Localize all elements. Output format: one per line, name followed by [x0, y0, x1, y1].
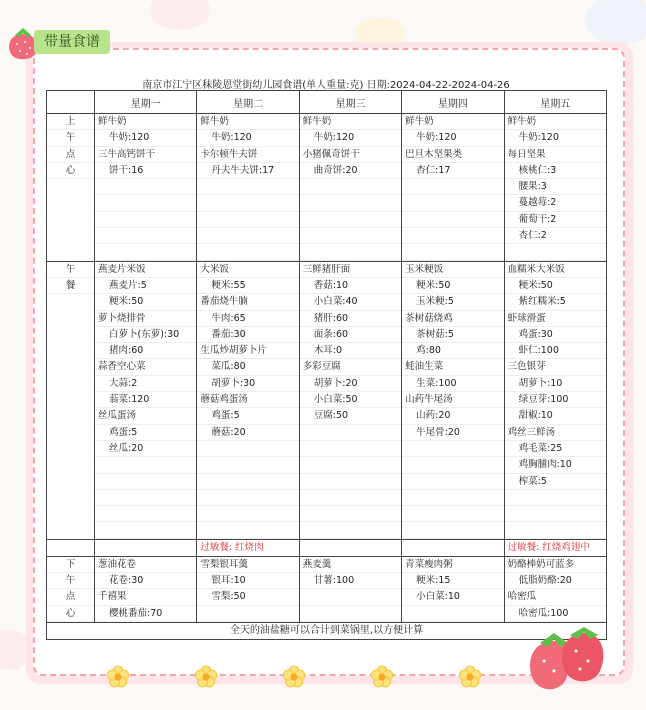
ingredient-line: 番茄:30	[197, 327, 298, 343]
dish-name: 萝卜烧排骨	[95, 311, 196, 327]
dish-name: 多彩豆腐	[300, 359, 401, 375]
blank-line	[402, 195, 503, 211]
dish-name: 鲜牛奶	[197, 114, 298, 130]
dish-name: 奶酪棒奶可蓝多	[505, 557, 606, 573]
bg-blob	[585, 0, 646, 45]
day-header: 星期四	[402, 91, 504, 114]
ingredient-line: 花卷:30	[95, 573, 196, 589]
blank-line	[197, 474, 298, 490]
ingredient-line: 大蒜:2	[95, 376, 196, 392]
flower-icon	[459, 666, 480, 687]
dish-name: 三鲜猪肝面	[300, 262, 401, 278]
dish-name: 番茄烧牛腩	[197, 294, 298, 310]
dish-name: 卡尔顿牛夫饼	[197, 147, 298, 163]
menu-header: 南京市江宁区秣陵恩堂街幼儿园食谱(单人重量:克) 日期:2024-04-22-2024-04-26	[142, 80, 510, 91]
blank-line	[197, 457, 298, 473]
allergy-note: 过敏餐: 红烧肉	[197, 539, 299, 556]
menu-cell	[402, 556, 504, 622]
ingredient-line: 银耳:10	[197, 573, 298, 589]
ingredient-line: 山药:20	[402, 408, 503, 424]
dish-name: 鸡丝三鲜汤	[505, 425, 606, 441]
ingredient-line: 鸡:80	[402, 343, 503, 359]
blank-line	[402, 179, 503, 195]
dish-name: 三色银芽	[505, 359, 606, 375]
ingredient-line: 饼干:16	[95, 163, 196, 179]
dish-name: 鲜牛奶	[505, 114, 606, 130]
blank-line	[95, 506, 196, 522]
blank-line	[402, 606, 503, 622]
flower-decoration	[0, 662, 646, 692]
blank-line	[197, 506, 298, 522]
ingredient-line: 绿豆芽:100	[505, 392, 606, 408]
dish-name: 鲜牛奶	[300, 114, 401, 130]
dish-name: 大米饭	[197, 262, 298, 278]
menu-cell	[95, 261, 197, 539]
ingredient-line: 曲奇饼:20	[300, 163, 401, 179]
ingredient-line: 面条:60	[300, 327, 401, 343]
menu-cell	[197, 114, 299, 262]
dish-name: 雪梨银耳羹	[197, 557, 298, 573]
menu-cell	[504, 114, 606, 262]
day-header: 星期一	[95, 91, 197, 114]
blank-line	[197, 490, 298, 506]
blank-line	[505, 490, 606, 506]
dish-name: 千禧果	[95, 589, 196, 605]
allergy-note: 过敏餐: 红烧鸡翅中	[504, 539, 606, 556]
ingredient-line: 生菜:100	[402, 376, 503, 392]
menu-cell	[95, 556, 197, 622]
ingredient-line: 腰果:3	[505, 179, 606, 195]
blank-line	[505, 506, 606, 522]
blank-line	[402, 244, 503, 260]
allergy-note	[299, 539, 401, 556]
ingredient-line: 蔓越莓:2	[505, 195, 606, 211]
blank-line	[197, 522, 298, 538]
ingredient-line: 鸡胸脯肉:10	[505, 457, 606, 473]
section-label	[47, 556, 95, 622]
dish-name: 每日坚果	[505, 147, 606, 163]
ingredient-line: 牛奶:120	[402, 130, 503, 146]
ingredient-line: 牛奶:120	[95, 130, 196, 146]
blank-line	[300, 506, 401, 522]
allergy-note	[402, 539, 504, 556]
ingredient-line: 小白菜:50	[300, 392, 401, 408]
ingredient-line: 鸡毛菜:25	[505, 441, 606, 457]
blank-line	[300, 195, 401, 211]
blank-line	[402, 474, 503, 490]
menu-cell	[402, 114, 504, 262]
ingredient-line: 粳米:15	[402, 573, 503, 589]
dish-name: 山药牛尾汤	[402, 392, 503, 408]
menu-cell	[95, 114, 197, 262]
ingredient-line: 茶树菇:5	[402, 327, 503, 343]
ingredient-line: 蘑菇:20	[197, 425, 298, 441]
blank-line	[300, 244, 401, 260]
dish-name: 生瓜炒胡萝卜片	[197, 343, 298, 359]
corner-cell	[47, 91, 95, 114]
ingredient-line: 燕麦片:5	[95, 278, 196, 294]
blank-line	[197, 179, 298, 195]
blank-line	[300, 212, 401, 228]
ingredient-line: 丝瓜:20	[95, 441, 196, 457]
section-label	[47, 114, 95, 262]
ingredient-line: 小白菜:40	[300, 294, 401, 310]
menu-cell	[299, 556, 401, 622]
footer-note: 全天的油盐糖可以合计到菜锅里,以方便计算	[47, 622, 607, 639]
ingredient-line: 虾仁:100	[505, 343, 606, 359]
ingredient-line: 猪肝:60	[300, 311, 401, 327]
dish-name: 血糯米大米饭	[505, 262, 606, 278]
blank-line	[300, 474, 401, 490]
blank-line	[95, 474, 196, 490]
section-label-char: 心	[47, 606, 94, 622]
ingredient-line: 胡萝卜:10	[505, 376, 606, 392]
dish-name: 茶树菇烧鸡	[402, 311, 503, 327]
ingredient-line: 牛奶:120	[505, 130, 606, 146]
blank-line	[300, 522, 401, 538]
day-header: 星期二	[197, 91, 299, 114]
ingredient-line: 猪肉:60	[95, 343, 196, 359]
blank-line	[402, 228, 503, 244]
allergy-note	[95, 539, 197, 556]
blank-line	[95, 195, 196, 211]
afternoon-snack-row	[47, 556, 607, 622]
blank-line	[402, 522, 503, 538]
day-header-row	[47, 91, 607, 114]
ingredient-line: 杏仁:17	[402, 163, 503, 179]
dish-name: 蚝油生菜	[402, 359, 503, 375]
dish-name: 鲜牛奶	[95, 114, 196, 130]
morning-snack-row	[47, 114, 607, 262]
ingredient-line: 紫红糯米:5	[505, 294, 606, 310]
dish-name: 蘑菇鸡蛋汤	[197, 392, 298, 408]
menu-cell	[299, 114, 401, 262]
ingredient-line: 牛奶:120	[300, 130, 401, 146]
ingredient-line: 鸡蛋:30	[505, 327, 606, 343]
dish-name: 鲜牛奶	[402, 114, 503, 130]
ingredient-line: 甜椒:10	[505, 408, 606, 424]
dish-name: 丝瓜蛋汤	[95, 408, 196, 424]
section-label	[47, 261, 95, 539]
section-label-char: 餐	[47, 278, 94, 294]
blank-cell	[47, 539, 95, 556]
menu-cell	[197, 261, 299, 539]
ingredient-line: 蓊菜:120	[95, 392, 196, 408]
blank-line	[95, 212, 196, 228]
flower-icon	[107, 666, 128, 687]
ingredient-line: 鸡蛋:5	[95, 425, 196, 441]
ingredient-line: 雪梨:50	[197, 589, 298, 605]
dish-name: 玉米粳饭	[402, 262, 503, 278]
blank-line	[95, 244, 196, 260]
blank-line	[300, 589, 401, 605]
dish-name: 虾球滑蛋	[505, 311, 606, 327]
ingredient-line: 白萝卜(东萝):30	[95, 327, 196, 343]
blank-line	[95, 457, 196, 473]
dish-name: 哈密瓜	[505, 589, 606, 605]
menu-cell	[402, 261, 504, 539]
blank-line	[300, 425, 401, 441]
blank-line	[402, 457, 503, 473]
bg-blob	[150, 0, 210, 30]
ingredient-line: 粳米:50	[95, 294, 196, 310]
blank-line	[300, 441, 401, 457]
blank-line	[300, 457, 401, 473]
blank-line	[197, 195, 298, 211]
day-header: 星期五	[504, 91, 606, 114]
blank-line	[300, 606, 401, 622]
day-header: 星期三	[299, 91, 401, 114]
ingredient-line: 小白菜:10	[402, 589, 503, 605]
dish-name: 燕麦羹	[300, 557, 401, 573]
blank-line	[197, 441, 298, 457]
dish-name: 巴旦木坚果类	[402, 147, 503, 163]
menu-cell	[197, 556, 299, 622]
ingredient-line: 牛肉:65	[197, 311, 298, 327]
dish-name: 青菜瘦肉粥	[402, 557, 503, 573]
flower-icon	[195, 666, 216, 687]
blank-line	[197, 606, 298, 622]
page-tag: 带量食谱	[34, 30, 110, 54]
flower-icon	[371, 666, 392, 687]
ingredient-line: 粳米:50	[505, 278, 606, 294]
blank-line	[402, 506, 503, 522]
blank-line	[300, 179, 401, 195]
blank-line	[197, 212, 298, 228]
section-label-char: 点	[47, 147, 94, 163]
blank-line	[300, 228, 401, 244]
lunch-row	[47, 261, 607, 539]
menu-cell	[504, 261, 606, 539]
ingredient-line: 榨菜:5	[505, 474, 606, 490]
ingredient-line: 鸡蛋:5	[197, 408, 298, 424]
blank-line	[402, 490, 503, 506]
blank-line	[505, 244, 606, 260]
dish-name: 燕麦片米饭	[95, 262, 196, 278]
ingredient-line: 牛尾骨:20	[402, 425, 503, 441]
ingredient-line: 玉米粳:5	[402, 294, 503, 310]
flower-icon	[283, 666, 304, 687]
ingredient-line: 樱桃番茄:70	[95, 606, 196, 622]
ingredient-line: 胡萝卜:20	[300, 376, 401, 392]
menu-table	[46, 90, 607, 640]
ingredient-line: 牛奶:120	[197, 130, 298, 146]
section-label-char: 午	[47, 262, 94, 278]
blank-line	[300, 490, 401, 506]
dish-name: 葱油花卷	[95, 557, 196, 573]
menu-cell	[504, 556, 606, 622]
ingredient-line: 核桃仁:3	[505, 163, 606, 179]
blank-line	[95, 522, 196, 538]
ingredient-line: 豆腐:50	[300, 408, 401, 424]
menu-cell	[299, 261, 401, 539]
ingredient-line: 哈密瓜:100	[505, 606, 606, 622]
ingredient-line: 杏仁:2	[505, 228, 606, 244]
ingredient-line: 甘薯:100	[300, 573, 401, 589]
ingredient-line: 菜瓜:80	[197, 359, 298, 375]
blank-line	[402, 212, 503, 228]
ingredient-line: 香菇:10	[300, 278, 401, 294]
section-label-char: 午	[47, 573, 94, 589]
section-label-char: 上	[47, 114, 94, 130]
blank-line	[197, 228, 298, 244]
ingredient-line: 胡萝卜:30	[197, 376, 298, 392]
dish-name: 蒜香空心菜	[95, 359, 196, 375]
allergy-row	[47, 539, 607, 556]
blank-line	[197, 244, 298, 260]
blank-line	[402, 441, 503, 457]
dish-name: 小猪佩奇饼干	[300, 147, 401, 163]
ingredient-line: 木耳:0	[300, 343, 401, 359]
blank-line	[505, 522, 606, 538]
blank-line	[95, 228, 196, 244]
ingredient-line: 丹夫牛夫饼:17	[197, 163, 298, 179]
ingredient-line: 葡萄干:2	[505, 212, 606, 228]
ingredient-line: 粳米:55	[197, 278, 298, 294]
section-label-char: 午	[47, 130, 94, 146]
ingredient-line: 粳米:50	[402, 278, 503, 294]
section-label-char: 点	[47, 589, 94, 605]
section-label-char: 下	[47, 557, 94, 573]
blank-line	[95, 490, 196, 506]
blank-line	[95, 179, 196, 195]
ingredient-line: 低脂奶酪:20	[505, 573, 606, 589]
dish-name: 三牛高钙饼干	[95, 147, 196, 163]
section-label-char: 心	[47, 163, 94, 179]
